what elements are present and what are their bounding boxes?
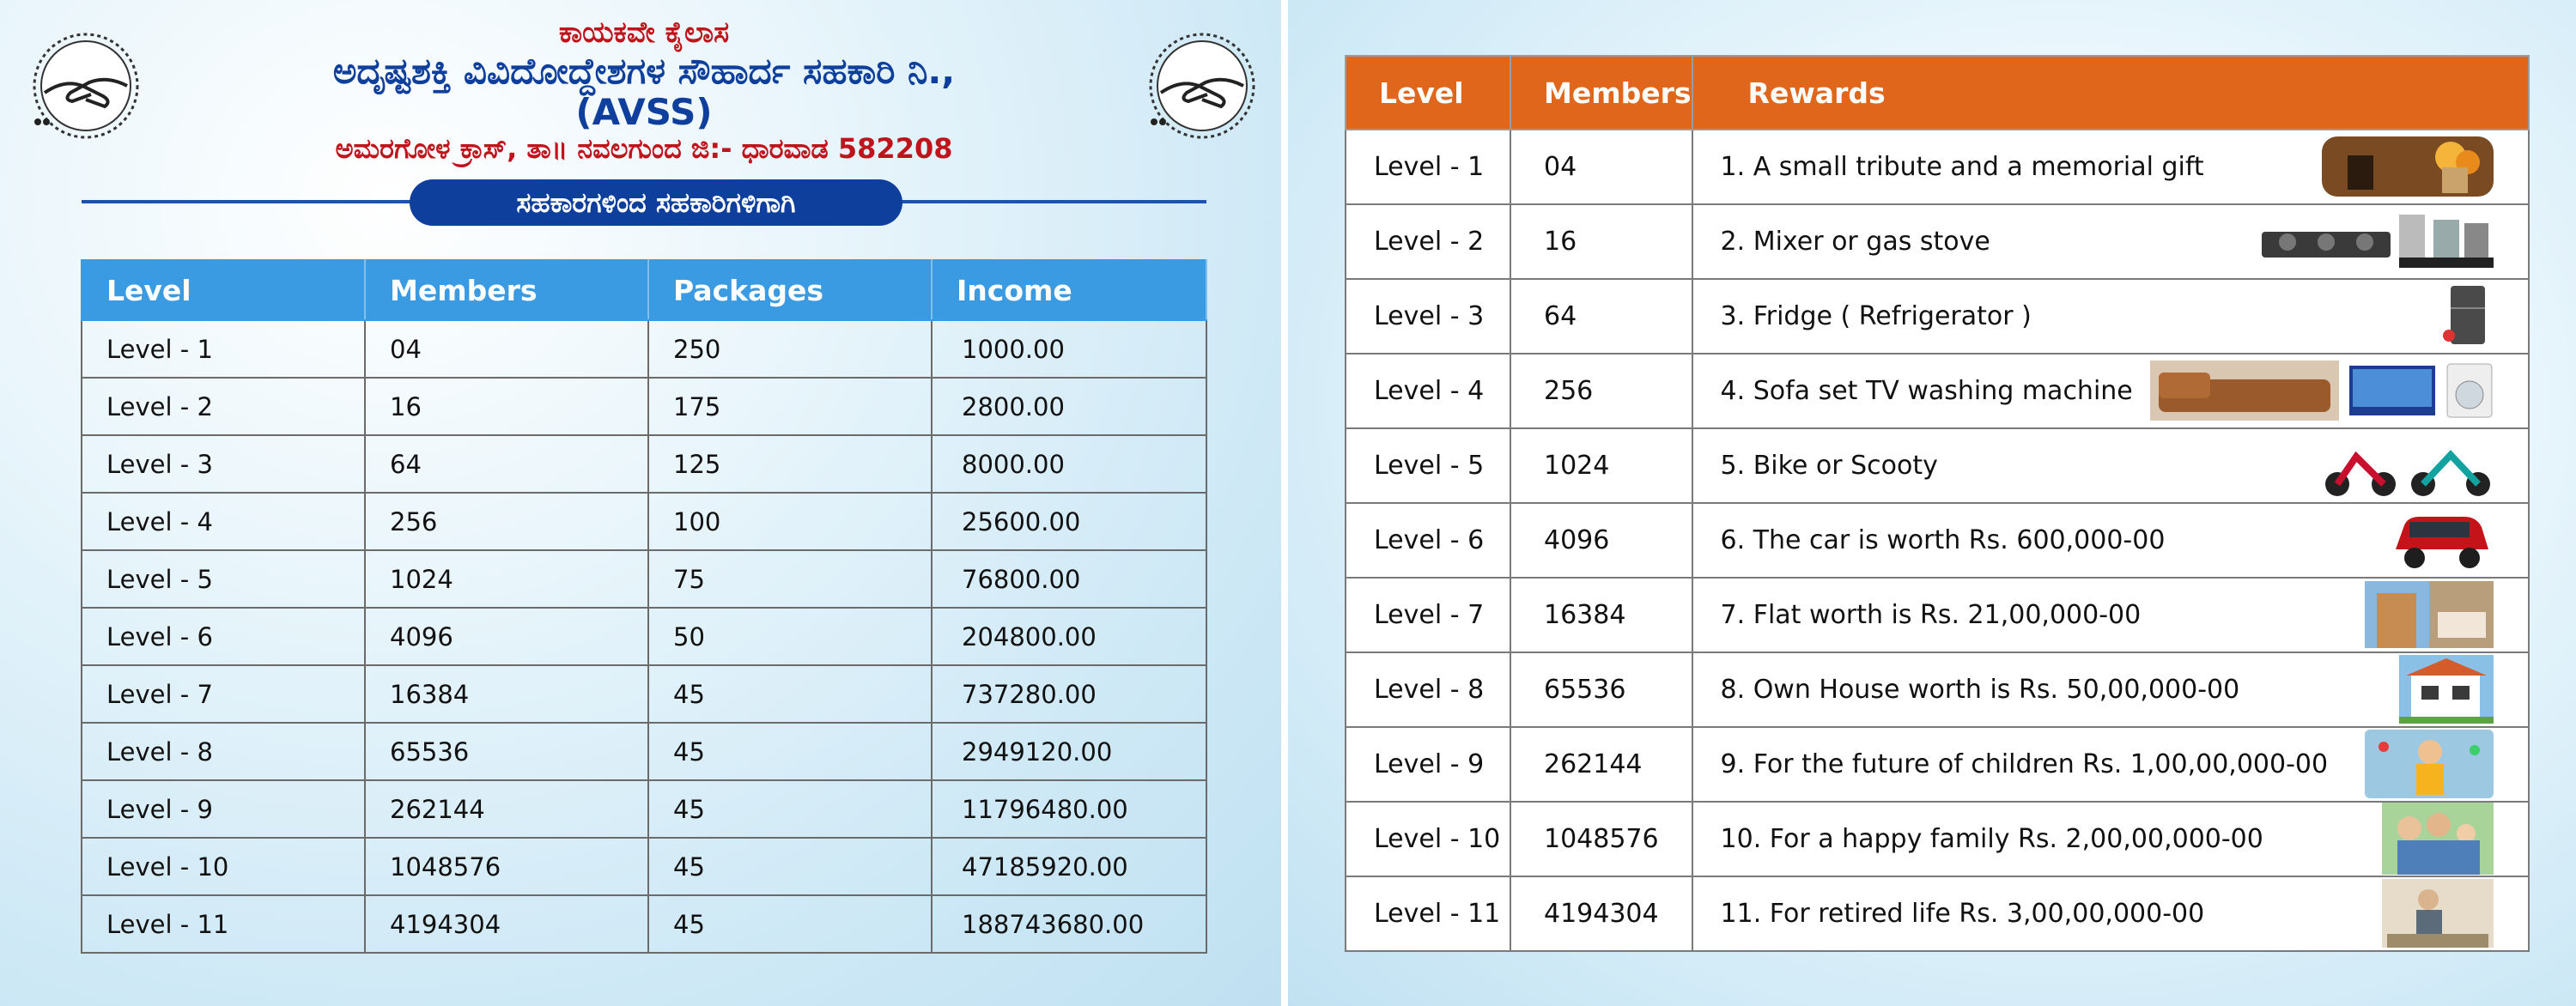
cell-members: 16 (365, 378, 648, 435)
cell-level: Level - 5 (1346, 428, 1510, 503)
cell-members: 4096 (365, 608, 648, 665)
table-row (82, 895, 1206, 953)
cell-income: 11796480.00 (932, 780, 1206, 838)
reward-text: 10. For a happy family Rs. 2,00,00,000-00 (1720, 824, 2263, 854)
table-row (82, 838, 1206, 895)
car-icon (2391, 509, 2494, 571)
cell-members: 4194304 (1510, 876, 1692, 951)
table-row (82, 493, 1206, 550)
motto: ಕಾಯಕವೇ ಕೈಲಾಸ (558, 15, 730, 50)
cell-packages: 250 (648, 320, 932, 378)
cell-members: 16384 (365, 665, 648, 723)
cell-reward (1692, 130, 2529, 204)
cell-income: 47185920.00 (932, 838, 1206, 895)
reward-text: 4. Sofa set TV washing machine (1720, 376, 2133, 406)
cell-packages: 45 (648, 838, 932, 895)
cell-level: Level - 2 (82, 378, 365, 435)
cell-level: Level - 4 (1346, 354, 1510, 428)
cell-packages: 175 (648, 378, 932, 435)
cell-level: Level - 11 (82, 895, 365, 953)
cell-reward (1692, 503, 2529, 578)
col-header-rewards: Rewards (1692, 56, 2529, 130)
fridge-icon (2442, 285, 2494, 347)
table-row (1346, 279, 2529, 354)
cell-packages: 75 (648, 550, 932, 608)
table-row (82, 550, 1206, 608)
cell-level: Level - 6 (1346, 503, 1510, 578)
cell-members: 1024 (365, 550, 648, 608)
col-header-packages: Packages (648, 260, 932, 320)
cell-members: 256 (365, 493, 648, 550)
col-header-income: Income (932, 260, 1206, 320)
reward-text: 6. The car is worth Rs. 600,000-00 (1720, 525, 2166, 555)
retired-icon (2382, 882, 2494, 944)
cell-income: 8000.00 (932, 435, 1206, 493)
table-row (1346, 652, 2529, 727)
table-row (82, 665, 1206, 723)
cell-level: Level - 4 (82, 493, 365, 550)
cell-members: 256 (1510, 354, 1692, 428)
family-icon (2382, 808, 2494, 870)
cell-income: 2800.00 (932, 378, 1206, 435)
cell-level: Level - 8 (1346, 652, 1510, 727)
col-header-level: Level (1346, 56, 1510, 130)
table-row (1346, 802, 2529, 876)
cell-level: Level - 11 (1346, 876, 1510, 951)
cell-members: 64 (1510, 279, 1692, 354)
cell-level: Level - 10 (1346, 802, 1510, 876)
cell-packages: 125 (648, 435, 932, 493)
cell-income: 76800.00 (932, 550, 1206, 608)
income-table (81, 259, 1207, 954)
bike-scooty-icon (2322, 434, 2494, 496)
table-row (82, 608, 1206, 665)
cell-packages: 45 (648, 665, 932, 723)
cell-members: 1048576 (1510, 802, 1692, 876)
cell-reward (1692, 652, 2529, 727)
cell-members: 04 (1510, 130, 1692, 204)
stove-mixer-icon (2262, 210, 2494, 272)
table-row (82, 320, 1206, 378)
cell-level: Level - 3 (82, 435, 365, 493)
reward-text: 2. Mixer or gas stove (1720, 227, 1990, 257)
cell-members: 16 (1510, 204, 1692, 279)
cell-members: 65536 (365, 723, 648, 780)
cell-income: 2949120.00 (932, 723, 1206, 780)
col-header-members: Members (365, 260, 648, 320)
table-row (82, 780, 1206, 838)
table-row (1346, 354, 2529, 428)
cell-reward (1692, 354, 2529, 428)
cell-level: Level - 10 (82, 838, 365, 895)
gift-icon (2322, 136, 2494, 197)
org-address: ಅಮರಗೋಳ ಕ್ರಾಸ್, ತಾ॥ ನವಲಗುಂದ ಜಿ:- ಧಾರವಾಡ 582208 (335, 132, 953, 165)
cell-members: 1048576 (365, 838, 648, 895)
table-row (1346, 428, 2529, 503)
cell-members: 262144 (1510, 727, 1692, 802)
col-header-members: Members (1510, 56, 1692, 130)
cell-reward (1692, 802, 2529, 876)
table-row (82, 435, 1206, 493)
flat-icon (2365, 584, 2494, 645)
cell-members: 262144 (365, 780, 648, 838)
table-row (1346, 876, 2529, 951)
cell-level: Level - 1 (1346, 130, 1510, 204)
house-icon (2399, 658, 2494, 720)
col-header-level: Level (82, 260, 365, 320)
cell-reward (1692, 876, 2529, 951)
cell-members: 65536 (1510, 652, 1692, 727)
cell-level: Level - 5 (82, 550, 365, 608)
cell-members: 16384 (1510, 578, 1692, 652)
org-name: ಅದೃಷ್ಟಶಕ್ತಿ ವಿವಿದೋದ್ದೇಶಗಳ ಸೌಹಾರ್ದ ಸಹಕಾರಿ ನಿ., (332, 50, 956, 92)
reward-text: 11. For retired life Rs. 3,00,00,000-00 (1720, 899, 2205, 929)
table-row (82, 378, 1206, 435)
reward-text: 1. A small tribute and a memorial gift (1720, 152, 2204, 182)
reward-text: 9. For the future of children Rs. 1,00,00,000-00 (1720, 749, 2329, 779)
cell-reward (1692, 727, 2529, 802)
cell-level: Level - 8 (82, 723, 365, 780)
cell-level: Level - 7 (1346, 578, 1510, 652)
reward-text: 3. Fridge ( Refrigerator ) (1720, 301, 2032, 331)
cell-level: Level - 9 (82, 780, 365, 838)
table-header-row (82, 260, 1206, 320)
cell-members: 04 (365, 320, 648, 378)
cell-level: Level - 9 (1346, 727, 1510, 802)
cell-income: 737280.00 (932, 665, 1206, 723)
child-icon (2365, 733, 2494, 795)
cell-income: 204800.00 (932, 608, 1206, 665)
cell-members: 4096 (1510, 503, 1692, 578)
reward-text: 8. Own House worth is Rs. 50,00,000-00 (1720, 675, 2240, 705)
cell-level: Level - 7 (82, 665, 365, 723)
cell-reward (1692, 428, 2529, 503)
cell-reward (1692, 578, 2529, 652)
table-header-row (1346, 56, 2529, 130)
cell-level: Level - 6 (82, 608, 365, 665)
cell-income: 25600.00 (932, 493, 1206, 550)
cell-level: Level - 1 (82, 320, 365, 378)
cell-packages: 100 (648, 493, 932, 550)
reward-text: 7. Flat worth is Rs. 21,00,000-00 (1720, 600, 2142, 630)
cell-reward (1692, 204, 2529, 279)
cell-income: 1000.00 (932, 320, 1206, 378)
cell-members: 64 (365, 435, 648, 493)
reward-text: 5. Bike or Scooty (1720, 451, 1938, 481)
cell-members: 1024 (1510, 428, 1692, 503)
table-row (82, 723, 1206, 780)
rewards-table (1345, 55, 2530, 952)
table-row (1346, 130, 2529, 204)
cell-packages: 45 (648, 780, 932, 838)
org-abbr: (AVSS) (575, 91, 713, 133)
table-row (1346, 503, 2529, 578)
cell-packages: 50 (648, 608, 932, 665)
table-row (1346, 727, 2529, 802)
cell-income: 188743680.00 (932, 895, 1206, 953)
slogan-badge: ಸಹಕಾರಗಳಿಂದ ಸಹಕಾರಿಗಳಿಗಾಗಿ (410, 179, 902, 226)
sofa-tv-washer-icon (2150, 360, 2494, 421)
table-row (1346, 578, 2529, 652)
cell-members: 4194304 (365, 895, 648, 953)
table-row (1346, 204, 2529, 279)
cell-reward (1692, 279, 2529, 354)
cell-packages: 45 (648, 895, 932, 953)
cell-level: Level - 3 (1346, 279, 1510, 354)
cell-level: Level - 2 (1346, 204, 1510, 279)
cell-packages: 45 (648, 723, 932, 780)
